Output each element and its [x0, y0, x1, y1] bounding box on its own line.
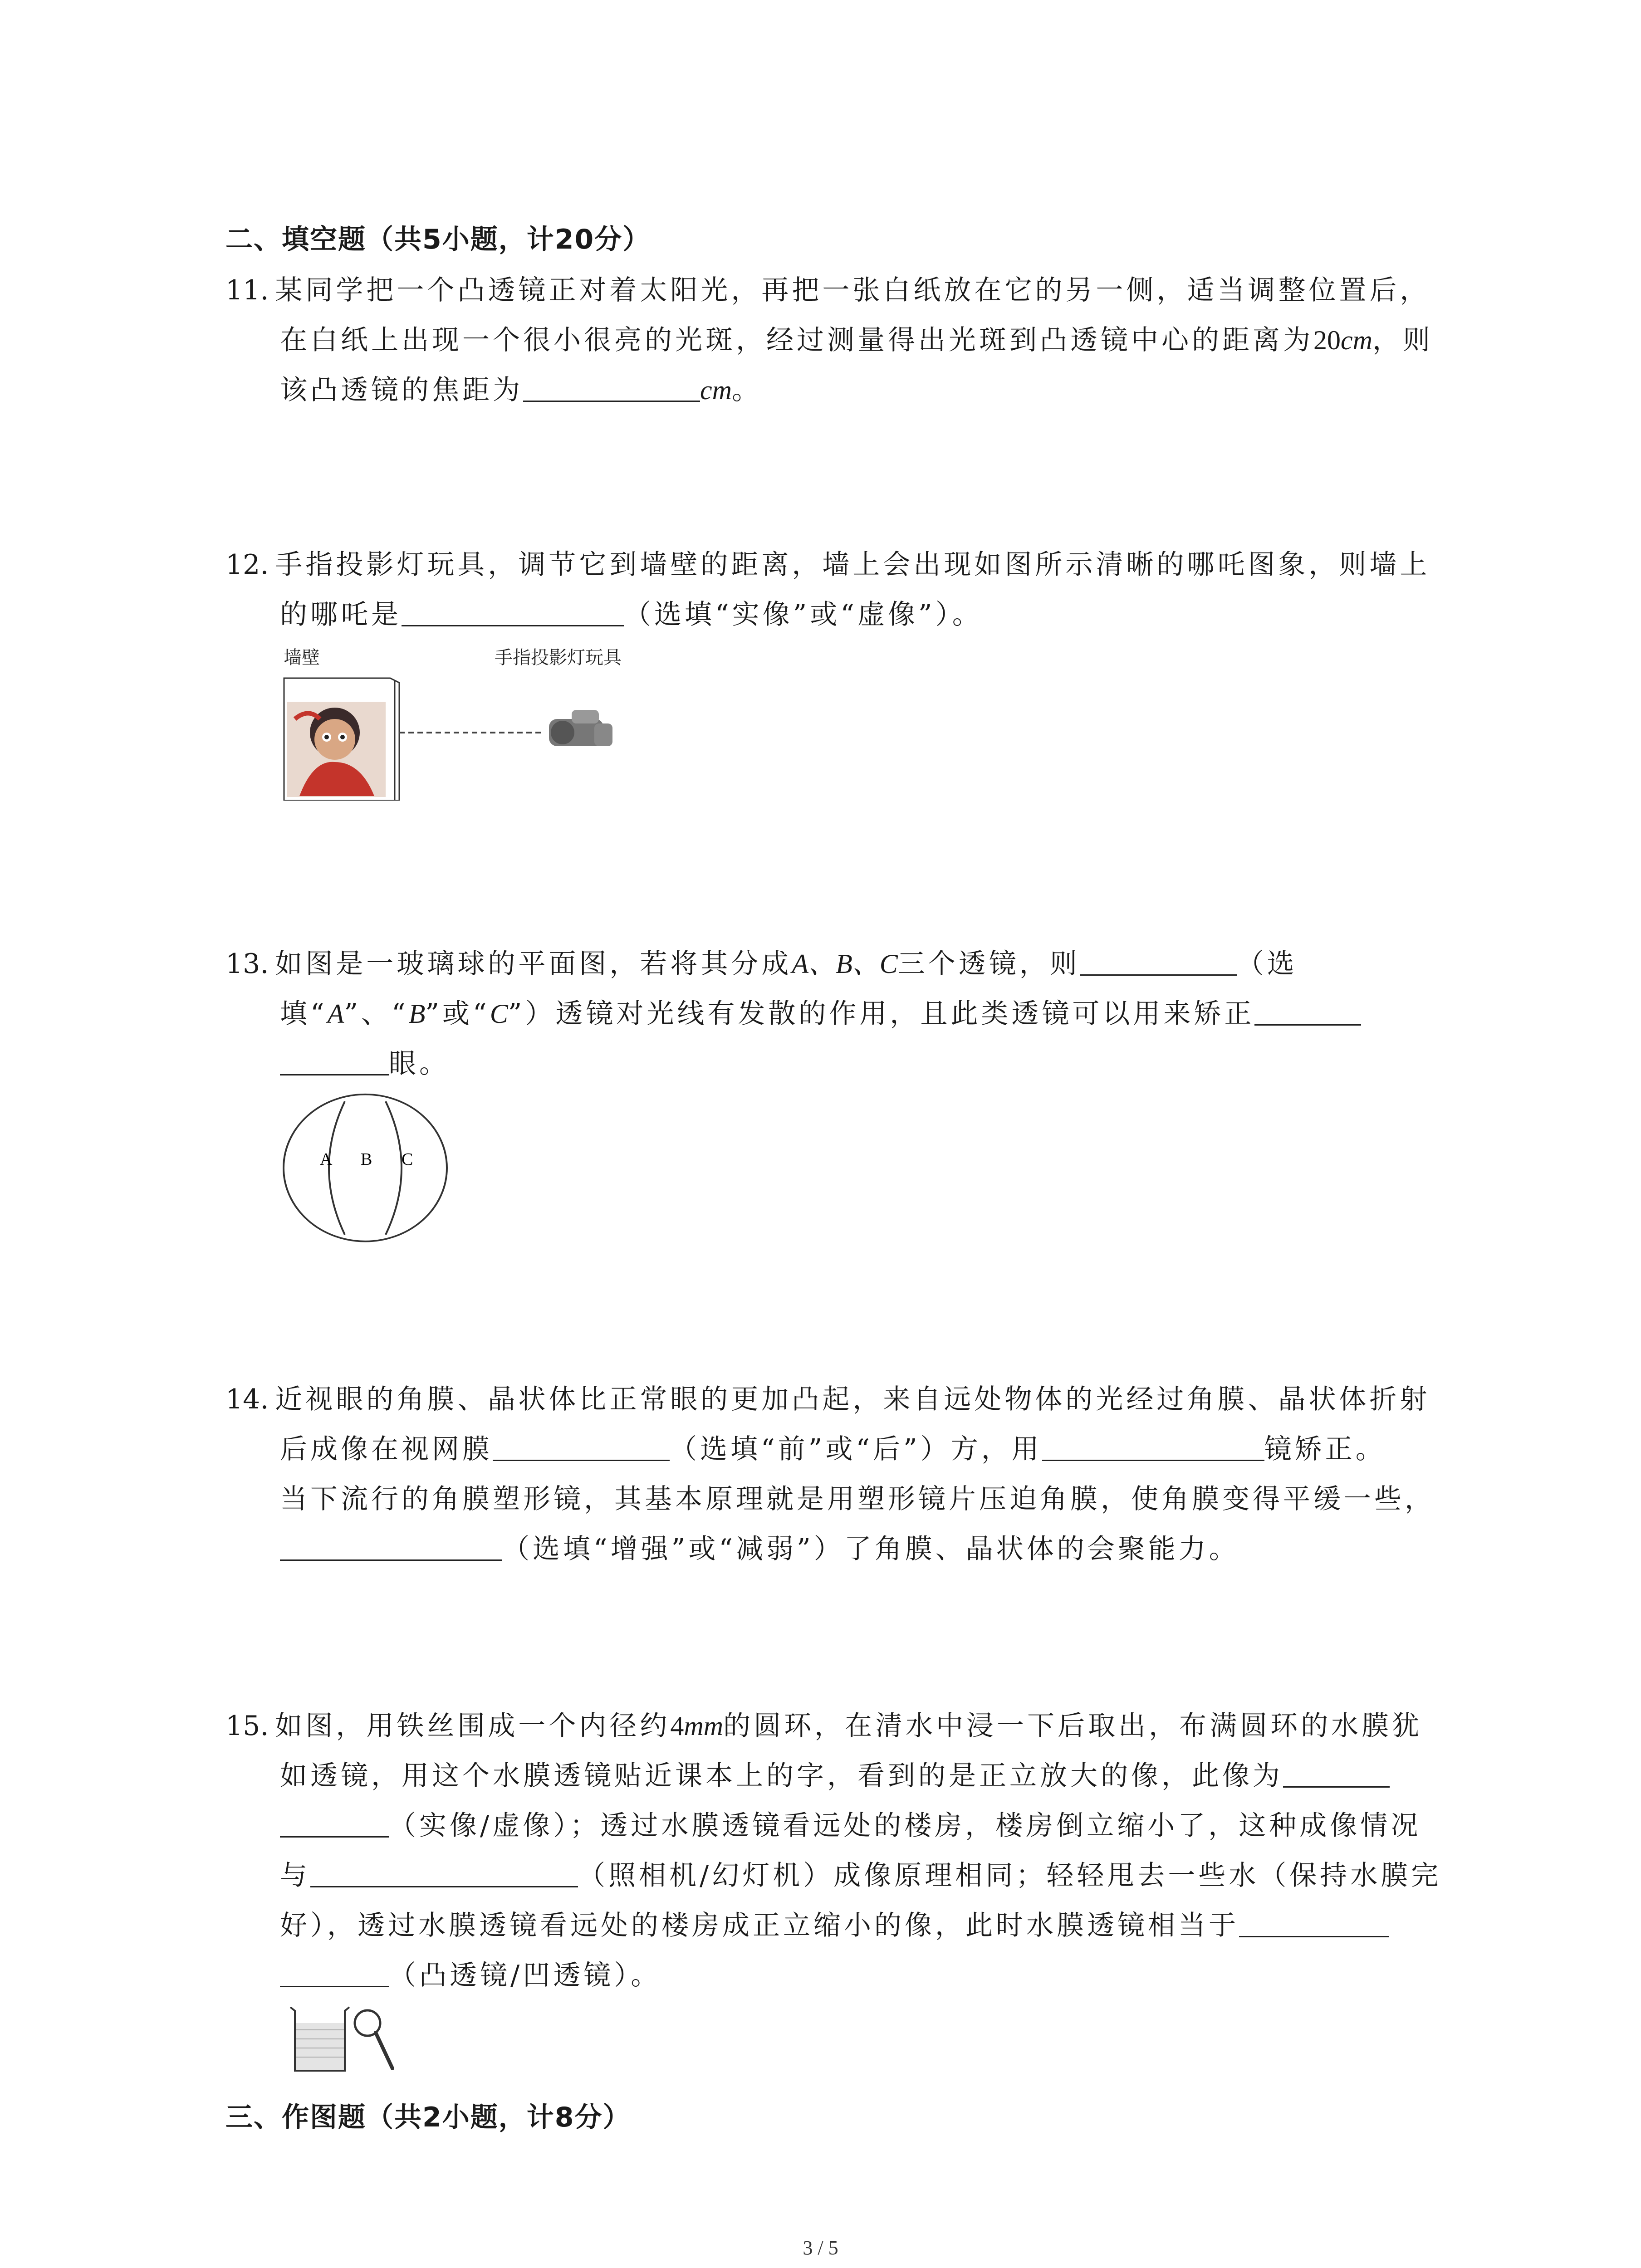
q14-answer-blank-1[interactable]	[493, 1432, 670, 1461]
section-2-heading: 二、填空题（共5小题，计20分）	[225, 224, 651, 255]
q14-line-2: 后成像在视网膜 （选填“前”或“后”）方，用 镜矫正。	[280, 1433, 1386, 1465]
q12-projection-figure	[281, 665, 626, 801]
q13-line-3: 眼。	[280, 1046, 450, 1082]
q14-answer-blank-3[interactable]	[280, 1532, 502, 1561]
q14-line-4: （选填“增强”或“减弱”）了角膜、晶状体的会聚能力。	[280, 1531, 1239, 1567]
q13-line-1: 13. 如图是一玻璃球的平面图，若将其分成A、B、C三个透镜，则 （选	[225, 948, 1298, 980]
q11-line-2: 在白纸上出现一个很小很亮的光斑，经过测量得出光斑到凸透镜中心的距离为20cm，则	[280, 324, 1433, 356]
q15-line-5: 好），透过水膜透镜看远处的楼房成正立缩小的像，此时水膜透镜相当于	[280, 1907, 1389, 1944]
q13-number: 13.	[225, 948, 269, 980]
q15-answer-blank-1b[interactable]	[280, 1809, 389, 1838]
q11-number: 11.	[225, 274, 269, 306]
q15-answer-blank-3b[interactable]	[280, 1959, 389, 1987]
q15-answer-blank-1a[interactable]	[1283, 1759, 1390, 1788]
q15-answer-blank-2[interactable]	[310, 1859, 578, 1887]
q14-number: 14.	[225, 1383, 269, 1415]
projector-toy-icon	[549, 710, 612, 746]
q12-line-2: 的哪吒是 （选填“实像”或“虚像”）。	[280, 599, 983, 631]
q12-figure-wall-label: 墙壁	[284, 647, 320, 668]
q11-line-1: 11. 某同学把一个凸透镜正对着太阳光，再把一张白纸放在它的另一侧，适当调整位置后，	[225, 274, 1430, 306]
q15-line-1: 15. 如图，用铁丝围成一个内径约4mm的圆环，在清水中浸一下后取出，布满圆环的水膜犹	[225, 1710, 1423, 1742]
lens-label-a: A	[320, 1150, 333, 1169]
q15-water-film-figure	[286, 2003, 404, 2075]
q15-answer-blank-3a[interactable]	[1239, 1909, 1389, 1937]
q11-answer-blank[interactable]	[523, 373, 700, 402]
q12-answer-blank[interactable]	[402, 598, 624, 626]
q13-answer-blank-1[interactable]	[1080, 947, 1237, 976]
q13-line-2: 填“A”、“B”或“C”）透镜对光线有发散的作用，且此类透镜可以用来矫正	[280, 996, 1361, 1032]
q14-line-1: 14. 近视眼的角膜、晶状体比正常眼的更加凸起，来自远处物体的光经过角膜、晶状体折射	[225, 1383, 1430, 1415]
q11-line-3: 该凸透镜的焦距为 cm。	[280, 374, 762, 406]
wire-loop-icon	[355, 2010, 392, 2068]
q15-line-2: 如透镜，用这个水膜透镜贴近课本上的字，看到的是正立放大的像，此像为	[280, 1758, 1390, 1794]
beaker-icon	[290, 2007, 349, 2071]
q14-answer-blank-2[interactable]	[1042, 1432, 1264, 1461]
q15-line-4: 与 （照相机/幻灯机）成像原理相同；轻轻甩去一些水（保持水膜完	[280, 1860, 1442, 1892]
q13-answer-blank-2b[interactable]	[280, 1047, 389, 1075]
section-3-heading: 三、作图题（共2小题，计8分）	[225, 2102, 631, 2133]
q15-line-3: （实像/虚像）；透过水膜透镜看远处的楼房，楼房倒立缩小了，这种成像情况	[280, 1808, 1421, 1844]
q12-line-1: 12. 手指投影灯玩具，调节它到墙壁的距离，墙上会出现如图所示清晰的哪吒图象，则墙上	[225, 549, 1430, 581]
lens-label-c: C	[402, 1150, 413, 1169]
lens-label-b: B	[361, 1150, 372, 1169]
q13-glass-ball-figure	[281, 1093, 454, 1243]
q13-answer-blank-2a[interactable]	[1254, 997, 1361, 1026]
q15-number: 15.	[225, 1710, 269, 1742]
page-number: 3 / 5	[803, 2237, 838, 2259]
q12-number: 12.	[225, 549, 269, 581]
q15-line-6: （凸透镜/凹透镜）。	[280, 1957, 661, 1994]
q12-figure-toy-label: 手指投影灯玩具	[495, 647, 622, 668]
q14-line-3: 当下流行的角膜塑形镜，其基本原理就是用塑形镜片压迫角膜，使角膜变得平缓一些，	[280, 1483, 1435, 1515]
